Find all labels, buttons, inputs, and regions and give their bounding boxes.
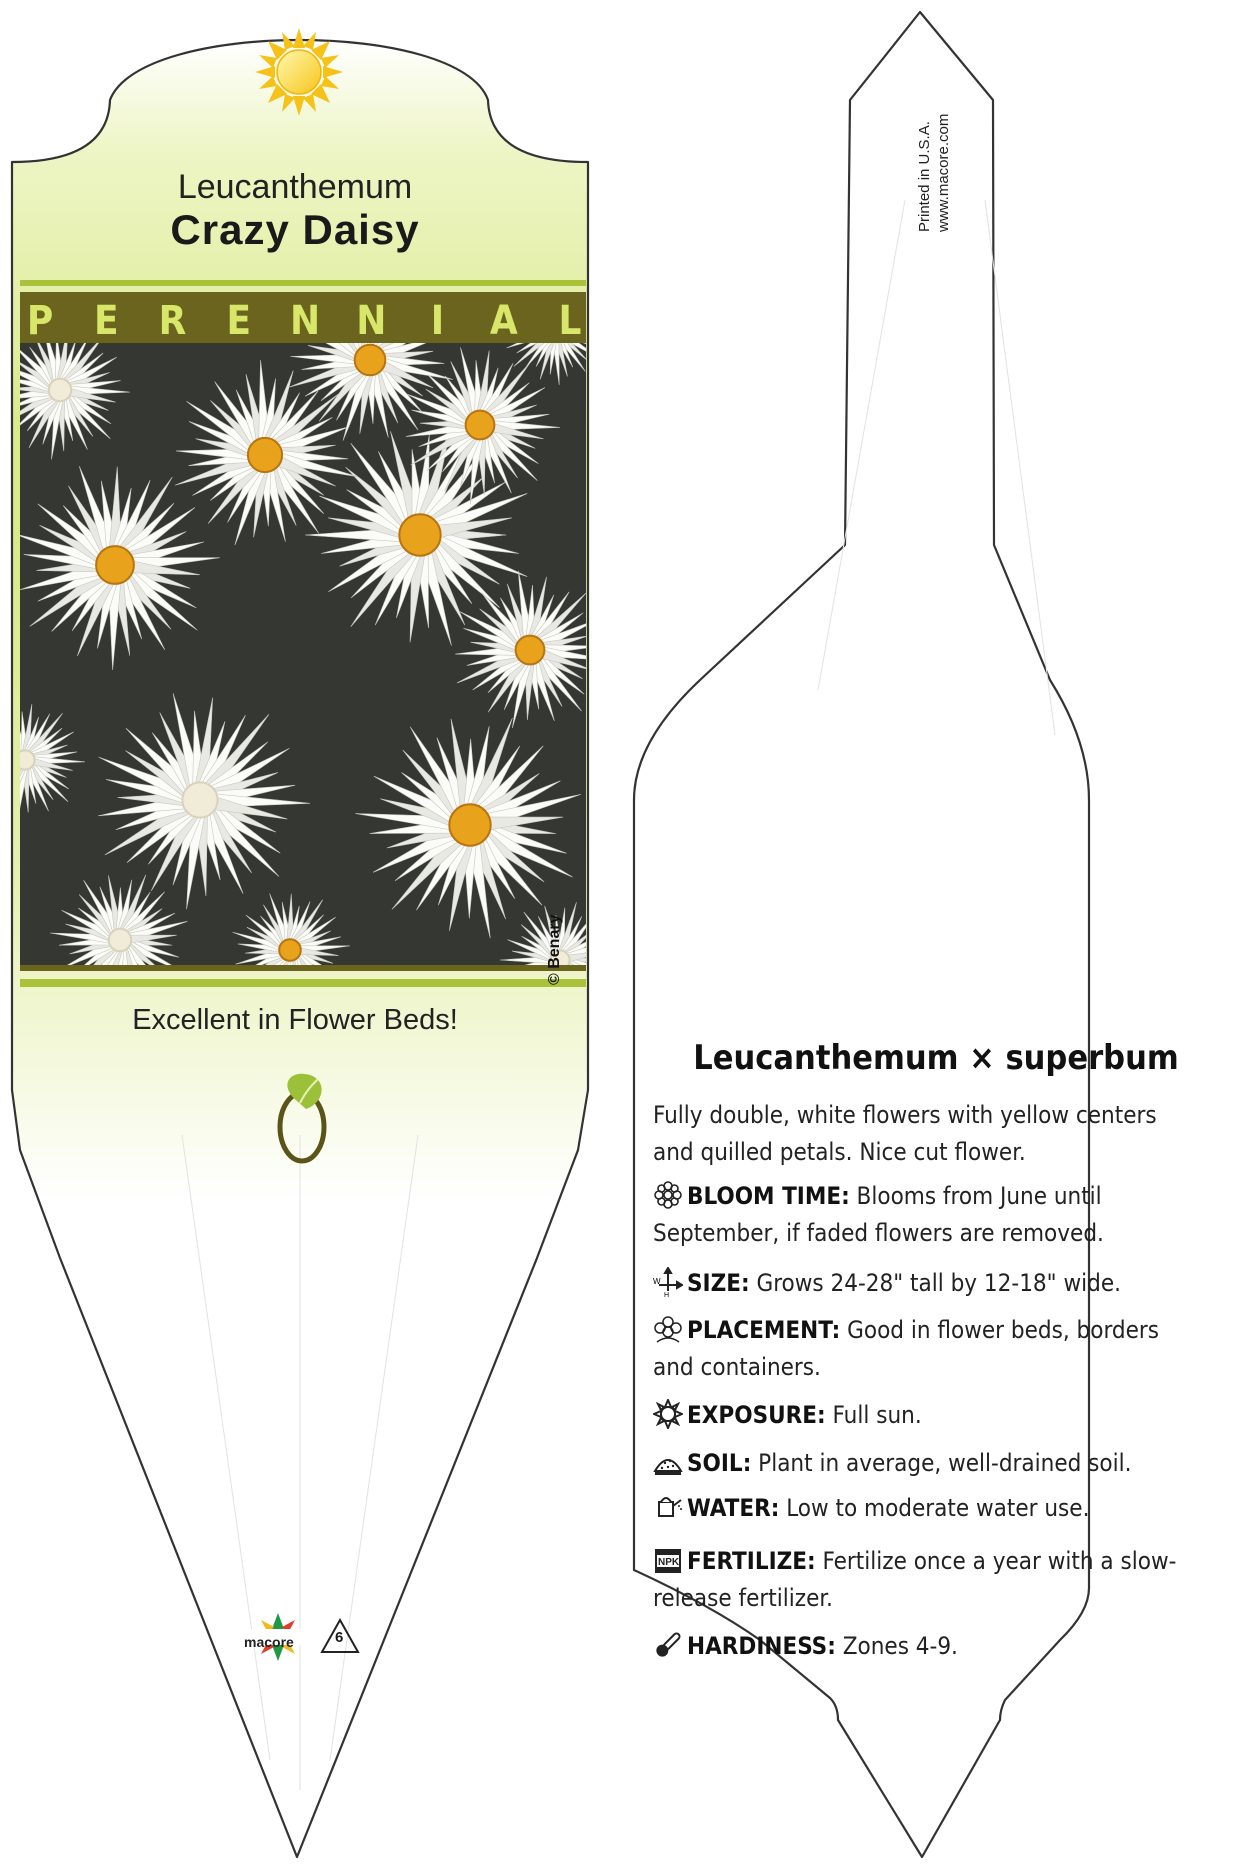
category-letter: E xyxy=(93,298,119,344)
attribute-text: Plant in average, well-drained soil. xyxy=(751,1449,1132,1477)
svg-text:NPK: NPK xyxy=(658,1557,680,1568)
category-label xyxy=(20,298,590,344)
category-letter: I xyxy=(430,298,445,344)
category-letter: A xyxy=(489,298,518,344)
care-attribute-water xyxy=(653,1490,1193,1527)
category-letter: R xyxy=(158,298,187,344)
attribute-text: Blooms from June until September, if faded flowers are removed. xyxy=(653,1182,1104,1247)
thermometer-icon xyxy=(653,1630,683,1660)
care-attribute-size xyxy=(653,1265,1193,1302)
watering-can-icon xyxy=(653,1492,683,1522)
category-letter: P xyxy=(26,298,54,344)
printed-info xyxy=(915,114,953,232)
tagline: Excellent in Flower Beds! xyxy=(132,1004,458,1036)
soil-pile-icon xyxy=(653,1447,683,1477)
attribute-label: BLOOM TIME: xyxy=(687,1182,850,1210)
category-letter: N xyxy=(356,298,387,344)
attribute-label: SOIL: xyxy=(687,1449,752,1477)
category-letter: L xyxy=(558,298,582,344)
attribute-label: WATER: xyxy=(687,1494,780,1522)
description: Fully double, white flowers with yellow centers and quilled petals. Nice cut flower. xyxy=(653,1101,1157,1166)
care-attribute-hardiness xyxy=(653,1628,1193,1665)
care-attribute-fertilize xyxy=(653,1543,1193,1617)
category-letter: E xyxy=(226,298,252,344)
sun-icon xyxy=(255,28,343,116)
attribute-text: Good in flower beds, borders and containers. xyxy=(653,1316,1160,1381)
printed-line-1: Printed in U.S.A. xyxy=(916,121,933,232)
attribute-label: SIZE: xyxy=(687,1269,750,1297)
attribute-text: Zones 4-9. xyxy=(835,1632,958,1660)
species-name: Leucanthemum × superbum xyxy=(693,1038,1179,1078)
care-attribute-exposure xyxy=(653,1397,1193,1434)
category-letter: N xyxy=(289,298,321,344)
attribute-text: Full sun. xyxy=(825,1401,922,1429)
photo-credit: © Benary xyxy=(546,914,563,985)
printed-line-2: www.macore.com xyxy=(935,113,952,232)
attribute-text: Fertilize once a year with a slow-release fertilizer. xyxy=(653,1547,1177,1612)
brand-name: macore xyxy=(244,1634,294,1650)
svg-text:H: H xyxy=(664,1292,670,1297)
attribute-label: FERTILIZE: xyxy=(687,1547,816,1575)
recycle-code: 6 xyxy=(335,1629,344,1646)
size-arrows-icon xyxy=(653,1267,683,1297)
variety-name: Crazy Daisy xyxy=(170,206,420,253)
care-attribute-soil xyxy=(653,1445,1193,1482)
care-attribute-placement xyxy=(653,1312,1193,1386)
attribute-label: PLACEMENT: xyxy=(687,1316,841,1344)
attribute-label: HARDINESS: xyxy=(687,1632,836,1660)
genus-name: Leucanthemum xyxy=(177,168,413,206)
sun-icon xyxy=(653,1399,683,1429)
care-attribute-bloom-time xyxy=(653,1178,1193,1252)
flower-group-icon xyxy=(653,1314,683,1344)
flower-icon xyxy=(653,1180,683,1210)
attribute-label: EXPOSURE: xyxy=(687,1401,826,1429)
svg-text:W: W xyxy=(653,1277,661,1286)
attribute-text: Low to moderate water use. xyxy=(779,1494,1090,1522)
daisy-photo xyxy=(0,275,616,1018)
npk-bag-icon xyxy=(653,1545,683,1575)
attribute-text: Grows 24-28" tall by 12-18" wide. xyxy=(749,1269,1121,1297)
